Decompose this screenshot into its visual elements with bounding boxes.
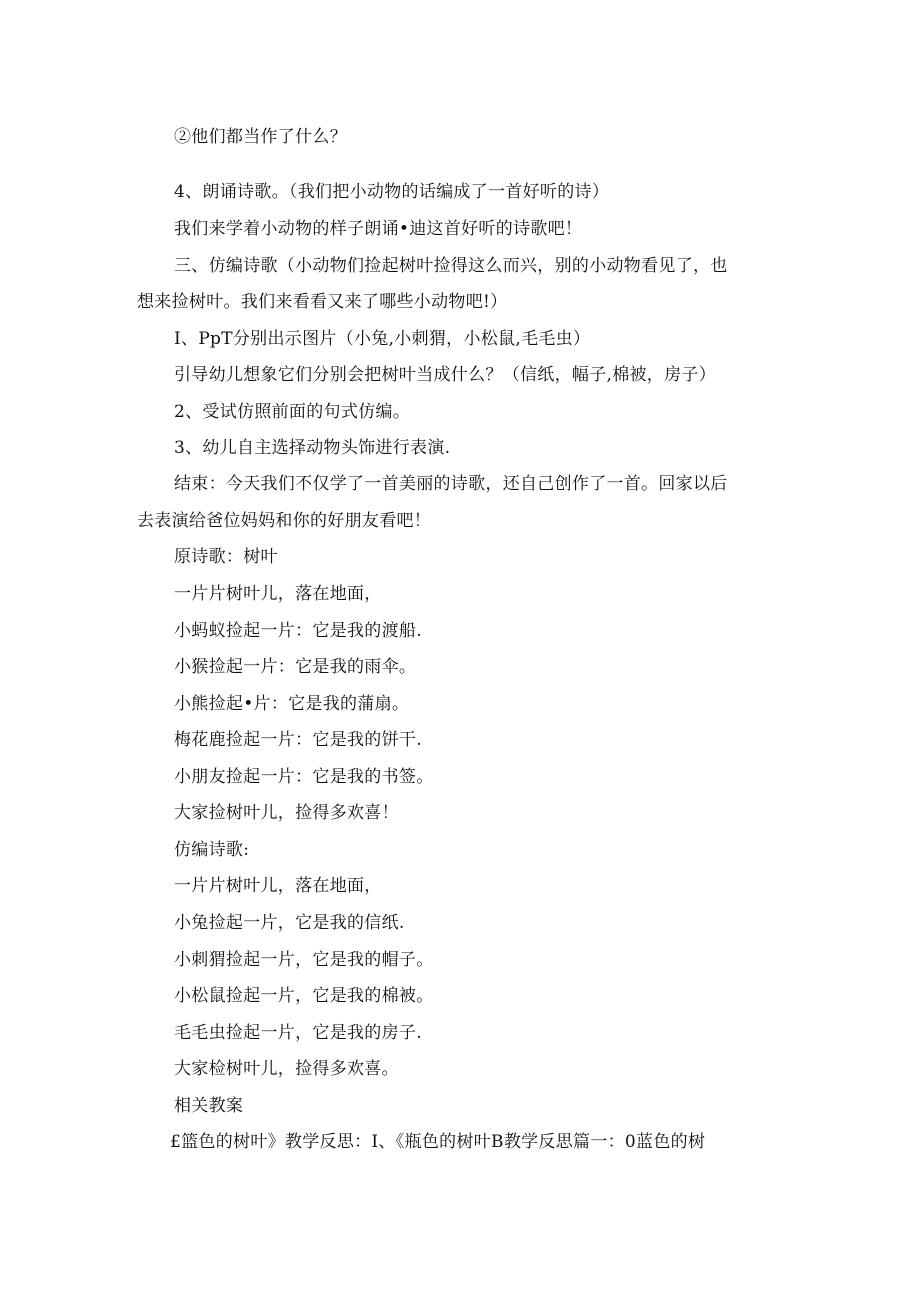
adapted-poem-line: 一片片树叶儿，落在地面， xyxy=(174,876,382,896)
adapted-poem-line: 小兔捡起一片，它是我的信纸. xyxy=(174,913,405,933)
step-1-ppt: I、PpT分别出示图片（小兔,小刺猬，小松鼠,毛毛虫） xyxy=(174,329,591,349)
adapted-poem-line: 小刺猬捡起一片，它是我的帽子。 xyxy=(174,950,434,970)
adapted-poem-line: 毛毛虫捡起一片，它是我的房子. xyxy=(174,1023,422,1043)
adapted-poem-title: 仿编诗歌: xyxy=(174,840,250,860)
original-poem-line: 大家捡树叶儿，捡得多欢喜！ xyxy=(174,803,399,823)
guide-imagination: 引导幼儿想象它们分别会把树叶当成什么？（信纸，幅子,棉被，房子） xyxy=(174,365,717,385)
original-poem-line: 小猴捡起一片：它是我的雨伞。 xyxy=(174,657,417,677)
adapted-poem-line: 大家检树叶儿，捡得多欢喜。 xyxy=(174,1059,399,1079)
original-poem-line: 小朋友捡起一片：它是我的书签。 xyxy=(174,767,434,787)
step-4-recite: 4、朗诵诗歌。（我们把小动物的话编成了一首好听的诗） xyxy=(174,182,610,202)
original-poem-title: 原诗歌：树叶 xyxy=(174,547,278,567)
ending-continued: 去表演给爸位妈妈和你的好朋友看吧！ xyxy=(137,511,432,531)
related-lesson-link[interactable]: £篮色的树叶》教学反思：I、《瓶色的树叶B教学反思篇一：0蓝色的树 xyxy=(170,1132,706,1152)
question-line: ②他们都当作了什么？ xyxy=(174,127,347,147)
related-lessons-heading: 相关教案 xyxy=(174,1096,244,1116)
original-poem-line: 小蚂蚁捡起一片：它是我的渡船. xyxy=(174,621,422,641)
section-3-heading: 三、仿编诗歌（小动物们捡起树叶捡得这么而兴，别的小动物看见了，也 xyxy=(174,256,728,276)
step-3-perform: 3、幼儿自主选择动物头饰进行表演. xyxy=(174,438,451,458)
adapted-poem-line: 小松鼠捡起一片，它是我的棉被。 xyxy=(174,986,434,1006)
section-3-continued: 想来捡树叶。我们来看看又来了哪些小动物吧!） xyxy=(137,292,508,312)
step-2-imitate: 2、受试仿照前面的句式仿编。 xyxy=(174,402,411,422)
ending-paragraph: 结束：今天我们不仅学了一首美丽的诗歌，还自己创作了一首。回家以后 xyxy=(174,474,728,494)
original-poem-line: 一片片树叶儿，落在地面， xyxy=(174,584,382,604)
original-poem-line: 小熊捡起•片：它是我的蒲扇。 xyxy=(174,694,410,714)
recite-instruction: 我们来学着小动物的样子朗诵•迪这首好听的诗歌吧！ xyxy=(174,219,583,239)
original-poem-line: 梅花鹿捡起一片：它是我的饼干. xyxy=(174,730,422,750)
